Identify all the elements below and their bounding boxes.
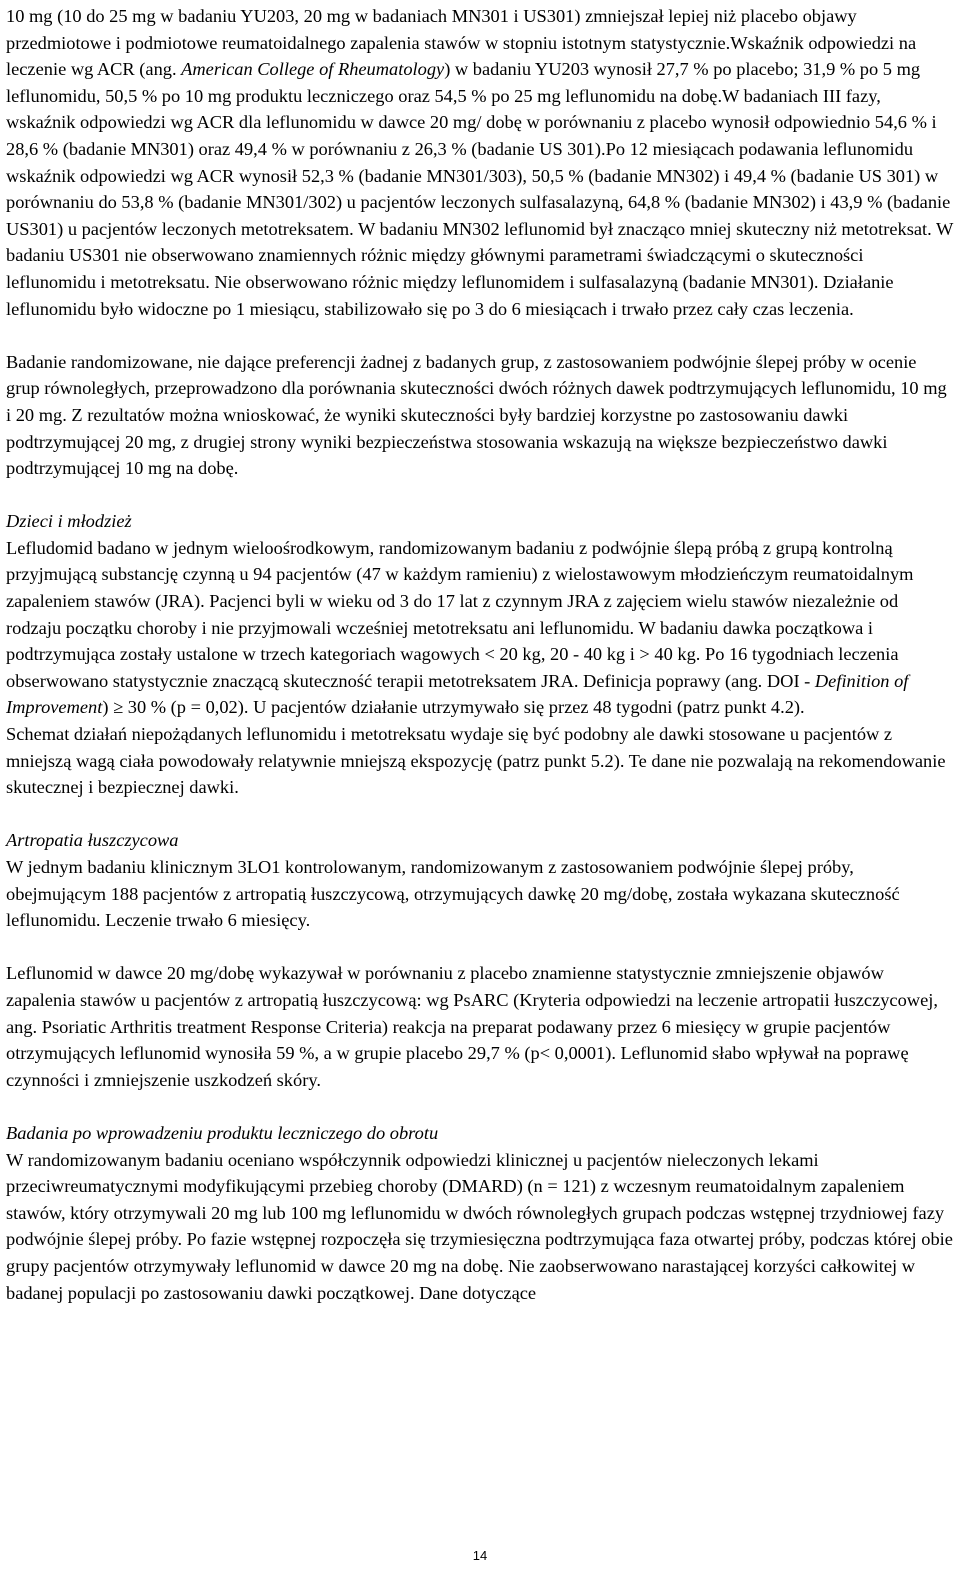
paragraph-jra-study [6,535,954,721]
heading-post-marketing: Badania po wprowadzeniu produktu leczniczego do obrotu [6,1122,439,1143]
paragraph-acr-results [6,3,954,322]
page-number: 14 [472,1548,488,1563]
paragraph-psarc-results: Leflunomid w dawce 20 mg/dobę wykazywał w porównaniu z placebo znamienne statystycznie zmniejszenie objawów zapalenia stawów u pacjentów z artropatią łuszczycową: wg PsARC (Kryteria odpowiedzi na leczenie artropatii łuszczycowej, ang. Psoriatic Arthritis treatment Response Criteria) reakcja na preparat podawany przez 6 miesięcy w grupie pacjentów otrzymujących leflunomid wynosiła 59 %, a w grupie placebo 29,7 % (p< 0,0001). Leflunomid słabo wpływał na poprawę czynności i zmniejszenie uszkodzeń skóry. [6,963,938,1090]
paragraph-adverse-effects: Schemat działań niepożądanych leflunomidu i metotreksatu wydaje się być podobny ale dawki stosowane u pacjentów z mniejszą wagą ciała powodowały relatywnie mniejszą ekspozycję (patrz punkt 5.2). Te dane nie pozwalają na rekomendowanie skutecznej i bezpiecznej dawki. [6,724,946,798]
heading-children: Dzieci i młodzież [6,511,132,532]
paragraph-text: ) ≥ 30 % (p = 0,02). U pacjentów działanie utrzymywało się przez 48 tygodni (patrz punkt 4.2). [102,697,805,718]
paragraph-text: 10 mg (10 do 25 mg w badaniu YU203, 20 mg w badaniach MN301 i US301) zmniejszał lepiej niż placebo objawy przedmiotowe i podmiotowe reumatoidalnego zapalenia stawów w stopniu istotnym statystycznie.Wskaźnik odpowiedzi na leczenie wg ACR (ang. [6,6,917,80]
heading-psoriatic-arthropathy: Artropatia łuszczycowa [6,830,179,851]
italic-term: American College of Rheumatology [181,59,445,80]
italic-term: Definition of Improvement [6,670,909,718]
paragraph-text: Lefludomid badano w jednym wieloośrodkowym, randomizowanym badaniu z podwójnie ślepą próbą z grupą kontrolną przyjmującą substancję czynną u 94 pacjentów (47 w każdym ramieniu) z wielostawowym młodzieńczym reumatoidalnym zapaleniem stawów (JRA). Pacjenci byli w wieku od 3 do 17 lat z czynnym JRA z zajęciem wielu stawów niezależnie od rodzaju początku choroby i nie przyjmowali wcześniej metotreksatu ani leflunomidu. W badaniu dawka początkowa i podtrzymująca zostały ustalone w trzech kategoriach wagowych < 20 kg, 20 - 40 kg i > 40 kg. Po 16 tygodniach leczenia obserwowano statystycznie znaczącą skuteczność terapii metotreksatem JRA. Definicja poprawy (ang. DOI - [6,537,914,691]
paragraph-3lo1-study: W jednym badaniu klinicznym 3LO1 kontrolowanym, randomizowanym z zastosowaniem podwójnie ślepej próby, obejmującym 188 pacjentów z artropatią łuszczycową, otrzymujących dawkę 20 mg/dobę, została wykazana skuteczność leflunomidu. Leczenie trwało 6 miesięcy. [6,857,900,931]
paragraph-dmard-study: W randomizowanym badaniu oceniano współczynnik odpowiedzi klinicznej u pacjentów nieleczonych lekami przeciwreumatycznymi modyfikującymi przebieg choroby (DMARD) (n = 121) z wczesnym reumatoidalnym zapaleniem stawów, który otrzymywali 20 mg lub 100 mg leflunomidu w dwóch równoległych grupach podczas wstępnej trzydniowej fazy podwójnie ślepej próby. Po fazie wstępnej rozpoczęła się trzymiesięczna podtrzymująca faza otwartej próby, podczas której obie grupy pacjentów otrzymywały leflunomid w dawce 20 mg na dobę. Nie zaobserwowano narastającej korzyści całkowitej w badanej populacji po zastosowaniu dawki początkowej. Dane dotyczące [6,1149,953,1303]
paragraph-text: ) w badaniu YU203 wynosił 27,7 % po placebo; 31,9 % po 5 mg leflunomidu, 50,5 % po 10 mg produktu leczniczego oraz 54,5 % po 25 mg leflunomidu na dobę.W badaniach III fazy, wskaźnik odpowiedzi wg ACR dla leflunomidu w dawce 20 mg/ dobę w porównaniu z placebo wynosił odpowiednio 54,6 % i 28,6 % (badanie MN301) oraz 49,4 % w porównaniu z 26,3 % (badanie US 301).Po 12 miesiącach podawania leflunomidu wskaźnik odpowiedzi wg ACR wynosił 52,3 % (badanie MN301/303), 50,5 % (badanie MN302) i 49,4 % (badanie US 301) w porównaniu do 53,8 % (badanie MN301/302) u pacjentów leczonych sulfasalazyną, 64,8 % (badanie MN302) i 43,9 % (badanie US301) u pacjentów leczonych metotreksatem. W badaniu MN302 leflunomid był znacząco mniej skuteczny niż metotreksat. W badaniu US301 nie obserwowano znamiennych różnic między głównymi parametrami świadczącymi o skuteczności leflunomidu i metotreksatu. Nie obserwowano różnic między leflunomidem i sulfasalazyną (badanie MN301). Działanie leflunomidu było widoczne po 1 miesiącu, stabilizowało się po 3 do 6 miesiącach i trwało przez cały czas leczenia. [6,59,954,319]
paragraph-maintenance-dose: Badanie randomizowane, nie dające preferencji żadnej z badanych grup, z zastosowaniem podwójnie ślepej próby w ocenie grup równoległych, przeprowadzono dla porównania skuteczności dwóch różnych dawek podtrzymujących leflunomidu, 10 mg i 20 mg. Z rezultatów można wnioskować, że wyniki skuteczności były bardziej korzystne po zastosowaniu dawki podtrzymującej 20 mg, z drugiej strony wyniki bezpieczeństwa stosowania wskazują na większe bezpieczeństwo dawki podtrzymującej 10 mg na dobę. [6,351,947,479]
